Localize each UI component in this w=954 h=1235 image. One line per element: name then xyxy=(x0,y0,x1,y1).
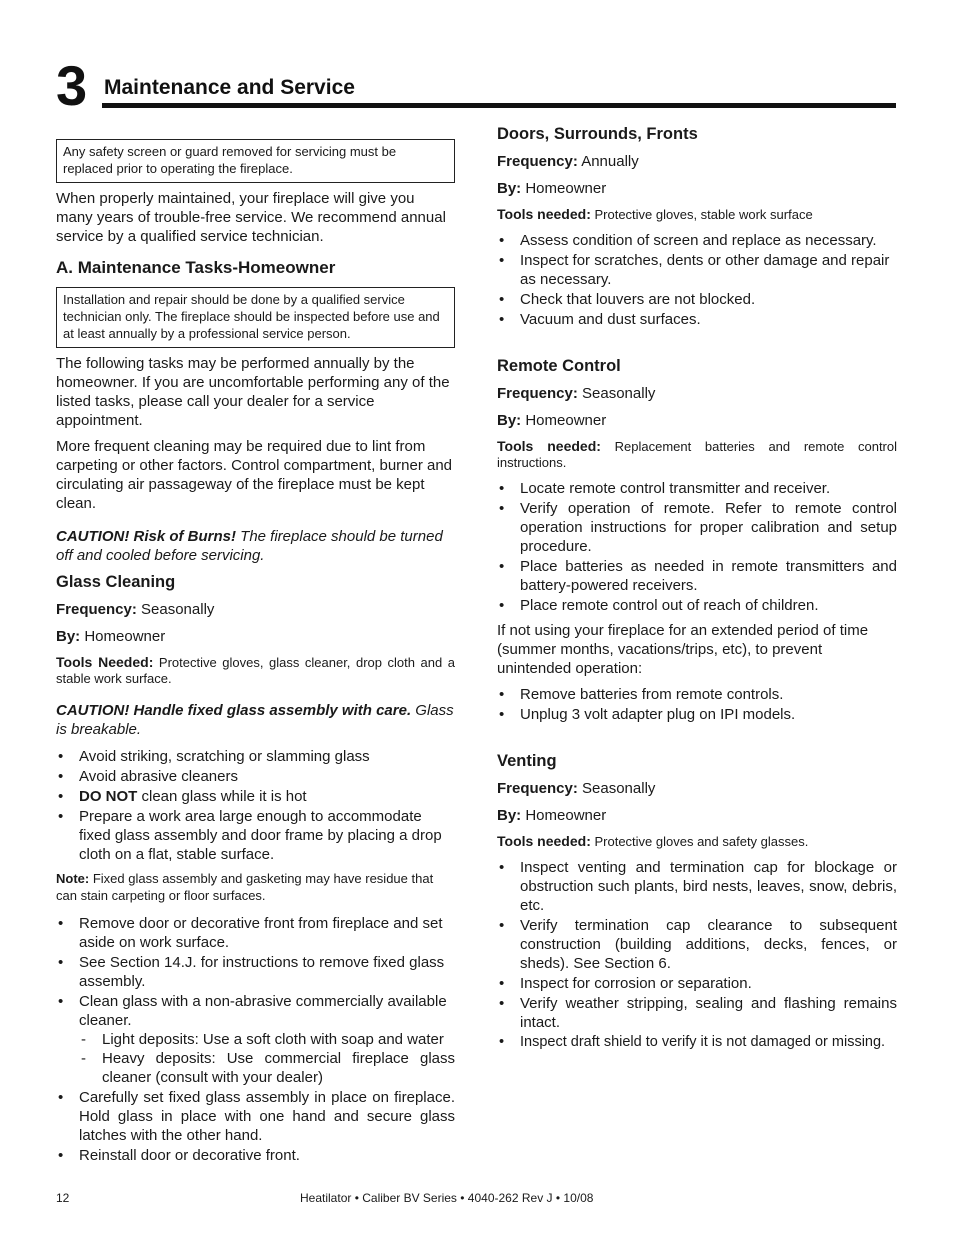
doors-by xyxy=(497,179,897,198)
frequency-value: Annually xyxy=(577,153,639,170)
venting-bullets xyxy=(497,858,897,1052)
list-item: • Remove door or decorative front from fireplace and set aside on work surface. xyxy=(56,914,455,952)
header-rule xyxy=(102,103,896,108)
installation-notice-box: Installation and repair should be done by a qualified service technician only. The fireplace should be inspected before use and at least annually by a professional service person. xyxy=(56,287,455,348)
left-column xyxy=(56,139,455,1171)
list-item: • Inspect for scratches, dents or other damage and repair as necessary. xyxy=(497,251,897,289)
list-item: • Check that louvers are not blocked. xyxy=(497,290,897,309)
tools-label: Tools needed: xyxy=(497,206,591,222)
list-item: • Place remote control out of reach of children. xyxy=(497,596,897,615)
remote-frequency xyxy=(497,384,897,403)
tools-label: Tools needed: xyxy=(497,438,601,454)
section-gap xyxy=(497,335,897,357)
caution-burns xyxy=(56,527,455,565)
caution-glass xyxy=(56,701,455,739)
list-item: • Inspect for corrosion or separation. xyxy=(497,974,897,993)
doors-bullets xyxy=(497,231,897,329)
note-text: Fixed glass assembly and gasketing may have residue that can stain carpeting or floor surfaces. xyxy=(56,871,434,903)
section-gap xyxy=(497,730,897,752)
list-item: • See Section 14.J. for instructions to remove fixed glass assembly. xyxy=(56,953,455,991)
list-item: • Inspect draft shield to verify it is not damaged or missing. xyxy=(497,1033,897,1052)
by-value: Homeowner xyxy=(521,807,607,824)
frequency-value: Seasonally xyxy=(136,601,215,618)
doors-title: Doors, Surrounds, Fronts xyxy=(497,125,698,143)
by-value: Homeowner xyxy=(521,180,607,197)
caution-glass-text: Glass is breakable. xyxy=(56,702,454,738)
list-item: • Prepare a work area large enough to accommodate fixed glass assembly and door frame by placing a drop cloth on a flat, stable surface. xyxy=(56,807,455,864)
glass-bullets-2 xyxy=(56,914,455,1165)
venting-title: Venting xyxy=(497,752,557,770)
list-item: • Verify termination cap clearance to subsequent construction (building additions, decks, fences, or sheds). See Section 6. xyxy=(497,916,897,973)
tasks-paragraph: The following tasks may be performed annually by the homeowner. If you are uncomfortable performing any of the listed tasks, please call your dealer for a service appointment. xyxy=(56,355,450,429)
list-item xyxy=(56,787,455,806)
by-label: By: xyxy=(56,628,81,645)
list-item: • Remove batteries from remote controls. xyxy=(497,685,897,704)
remote-by xyxy=(497,411,897,430)
list-item: • Reinstall door or decorative front. xyxy=(56,1146,455,1165)
frequency-value: Seasonally xyxy=(577,385,656,402)
list-item: • Carefully set fixed glass assembly in place on fireplace. Hold glass in place with one hand and secure glass latches with the other hand. xyxy=(56,1088,455,1145)
glass-by xyxy=(56,627,455,646)
list-item: • Inspect venting and termination cap for blockage or obstruction such plants, bird nests, leaves, snow, debris, etc. xyxy=(497,858,897,915)
cleaning-paragraph: More frequent cleaning may be required due to lint from carpeting or other factors. Control compartment, burner and circulating air passageway of the fireplace must be kept clean. xyxy=(56,438,453,512)
list-item xyxy=(56,992,455,1087)
frequency-value: Seasonally xyxy=(577,780,656,797)
glass-cleaning-title: Glass Cleaning xyxy=(56,573,176,591)
caution-glass-label: CAUTION! Handle fixed glass assembly with care. xyxy=(56,702,412,719)
footer-text: Heatilator • Caliber BV Series • 4040-262 Rev J • 10/08 xyxy=(300,1191,594,1205)
page-number: 12 xyxy=(56,1191,70,1205)
by-label: By: xyxy=(497,807,522,824)
frequency-label: Frequency: xyxy=(56,601,137,618)
list-item-text: Clean glass with a non-abrasive commercially available cleaner. xyxy=(79,993,447,1029)
remote-tools xyxy=(497,438,897,471)
doors-frequency xyxy=(497,152,897,171)
glass-tools xyxy=(56,654,455,687)
tools-label: Tools Needed: xyxy=(56,654,154,670)
chapter-header xyxy=(56,54,896,117)
list-item: • Vacuum and dust surfaces. xyxy=(497,310,897,329)
sub-list-item: - Heavy deposits: Use commercial fireplace glass cleaner (consult with your dealer) xyxy=(79,1049,455,1087)
tools-value: Protective gloves, glass cleaner, drop cloth and a stable work surface. xyxy=(56,655,455,686)
do-not-label: DO NOT xyxy=(79,788,138,805)
list-item: • Assess condition of screen and replace as necessary. xyxy=(497,231,897,250)
safety-notice-box: Any safety screen or guard removed for servicing must be replaced prior to operating the fireplace. xyxy=(56,139,455,183)
list-item: • Verify weather stripping, sealing and flashing remains intact. xyxy=(497,994,897,1032)
venting-by xyxy=(497,806,897,825)
intro-paragraph: When properly maintained, your fireplace will give you many years of trouble-free service. We recommend annual service by a qualified service technician. xyxy=(56,190,446,245)
by-value: Homeowner xyxy=(80,628,166,645)
right-column xyxy=(497,125,897,1058)
doors-tools xyxy=(497,206,897,223)
frequency-label: Frequency: xyxy=(497,780,578,797)
frequency-label: Frequency: xyxy=(497,153,578,170)
list-item: • Place batteries as needed in remote transmitters and battery-powered receivers. xyxy=(497,557,897,595)
chapter-number: 3 xyxy=(56,54,86,117)
glass-note xyxy=(56,870,455,904)
venting-frequency xyxy=(497,779,897,798)
remote-paragraph: If not using your fireplace for an extended period of time (summer months, vacations/trips, etc), to prevent unintended operation: xyxy=(497,622,869,677)
tools-value: Protective gloves and safety glasses. xyxy=(590,834,809,849)
by-label: By: xyxy=(497,412,522,429)
remote-bullets-1 xyxy=(497,479,897,615)
remote-title: Remote Control xyxy=(497,357,621,375)
caution-burns-label: CAUTION! Risk of Burns! xyxy=(56,528,236,545)
tools-value: Protective gloves, stable work surface xyxy=(590,207,813,222)
tools-label: Tools needed: xyxy=(497,833,591,849)
by-label: By: xyxy=(497,180,522,197)
do-not-text: clean glass while it is hot xyxy=(137,788,307,805)
caution-burns-text: The fireplace should be turned off and cooled before servicing. xyxy=(56,528,443,564)
list-item: • Avoid striking, scratching or slamming glass xyxy=(56,747,455,766)
remote-bullets-2 xyxy=(497,685,897,724)
list-item: • Avoid abrasive cleaners xyxy=(56,767,455,786)
glass-frequency xyxy=(56,600,455,619)
list-item: • Locate remote control transmitter and receiver. xyxy=(497,479,897,498)
by-value: Homeowner xyxy=(521,412,607,429)
list-item: • Unplug 3 volt adapter plug on IPI models. xyxy=(497,705,897,724)
note-label: Note: xyxy=(56,871,90,886)
list-item: • Verify operation of remote. Refer to remote control operation instructions for proper calibration and setup procedure. xyxy=(497,499,897,556)
sub-list-item: - Light deposits: Use a soft cloth with soap and water xyxy=(79,1030,455,1049)
frequency-label: Frequency: xyxy=(497,385,578,402)
tools-value: Replacement batteries and remote control instructions. xyxy=(497,439,898,470)
cleaning-sublist xyxy=(79,1030,455,1087)
chapter-title: Maintenance and Service xyxy=(104,76,355,99)
section-a-title: A. Maintenance Tasks-Homeowner xyxy=(56,258,336,277)
venting-tools xyxy=(497,833,897,850)
glass-bullets-1 xyxy=(56,747,455,864)
